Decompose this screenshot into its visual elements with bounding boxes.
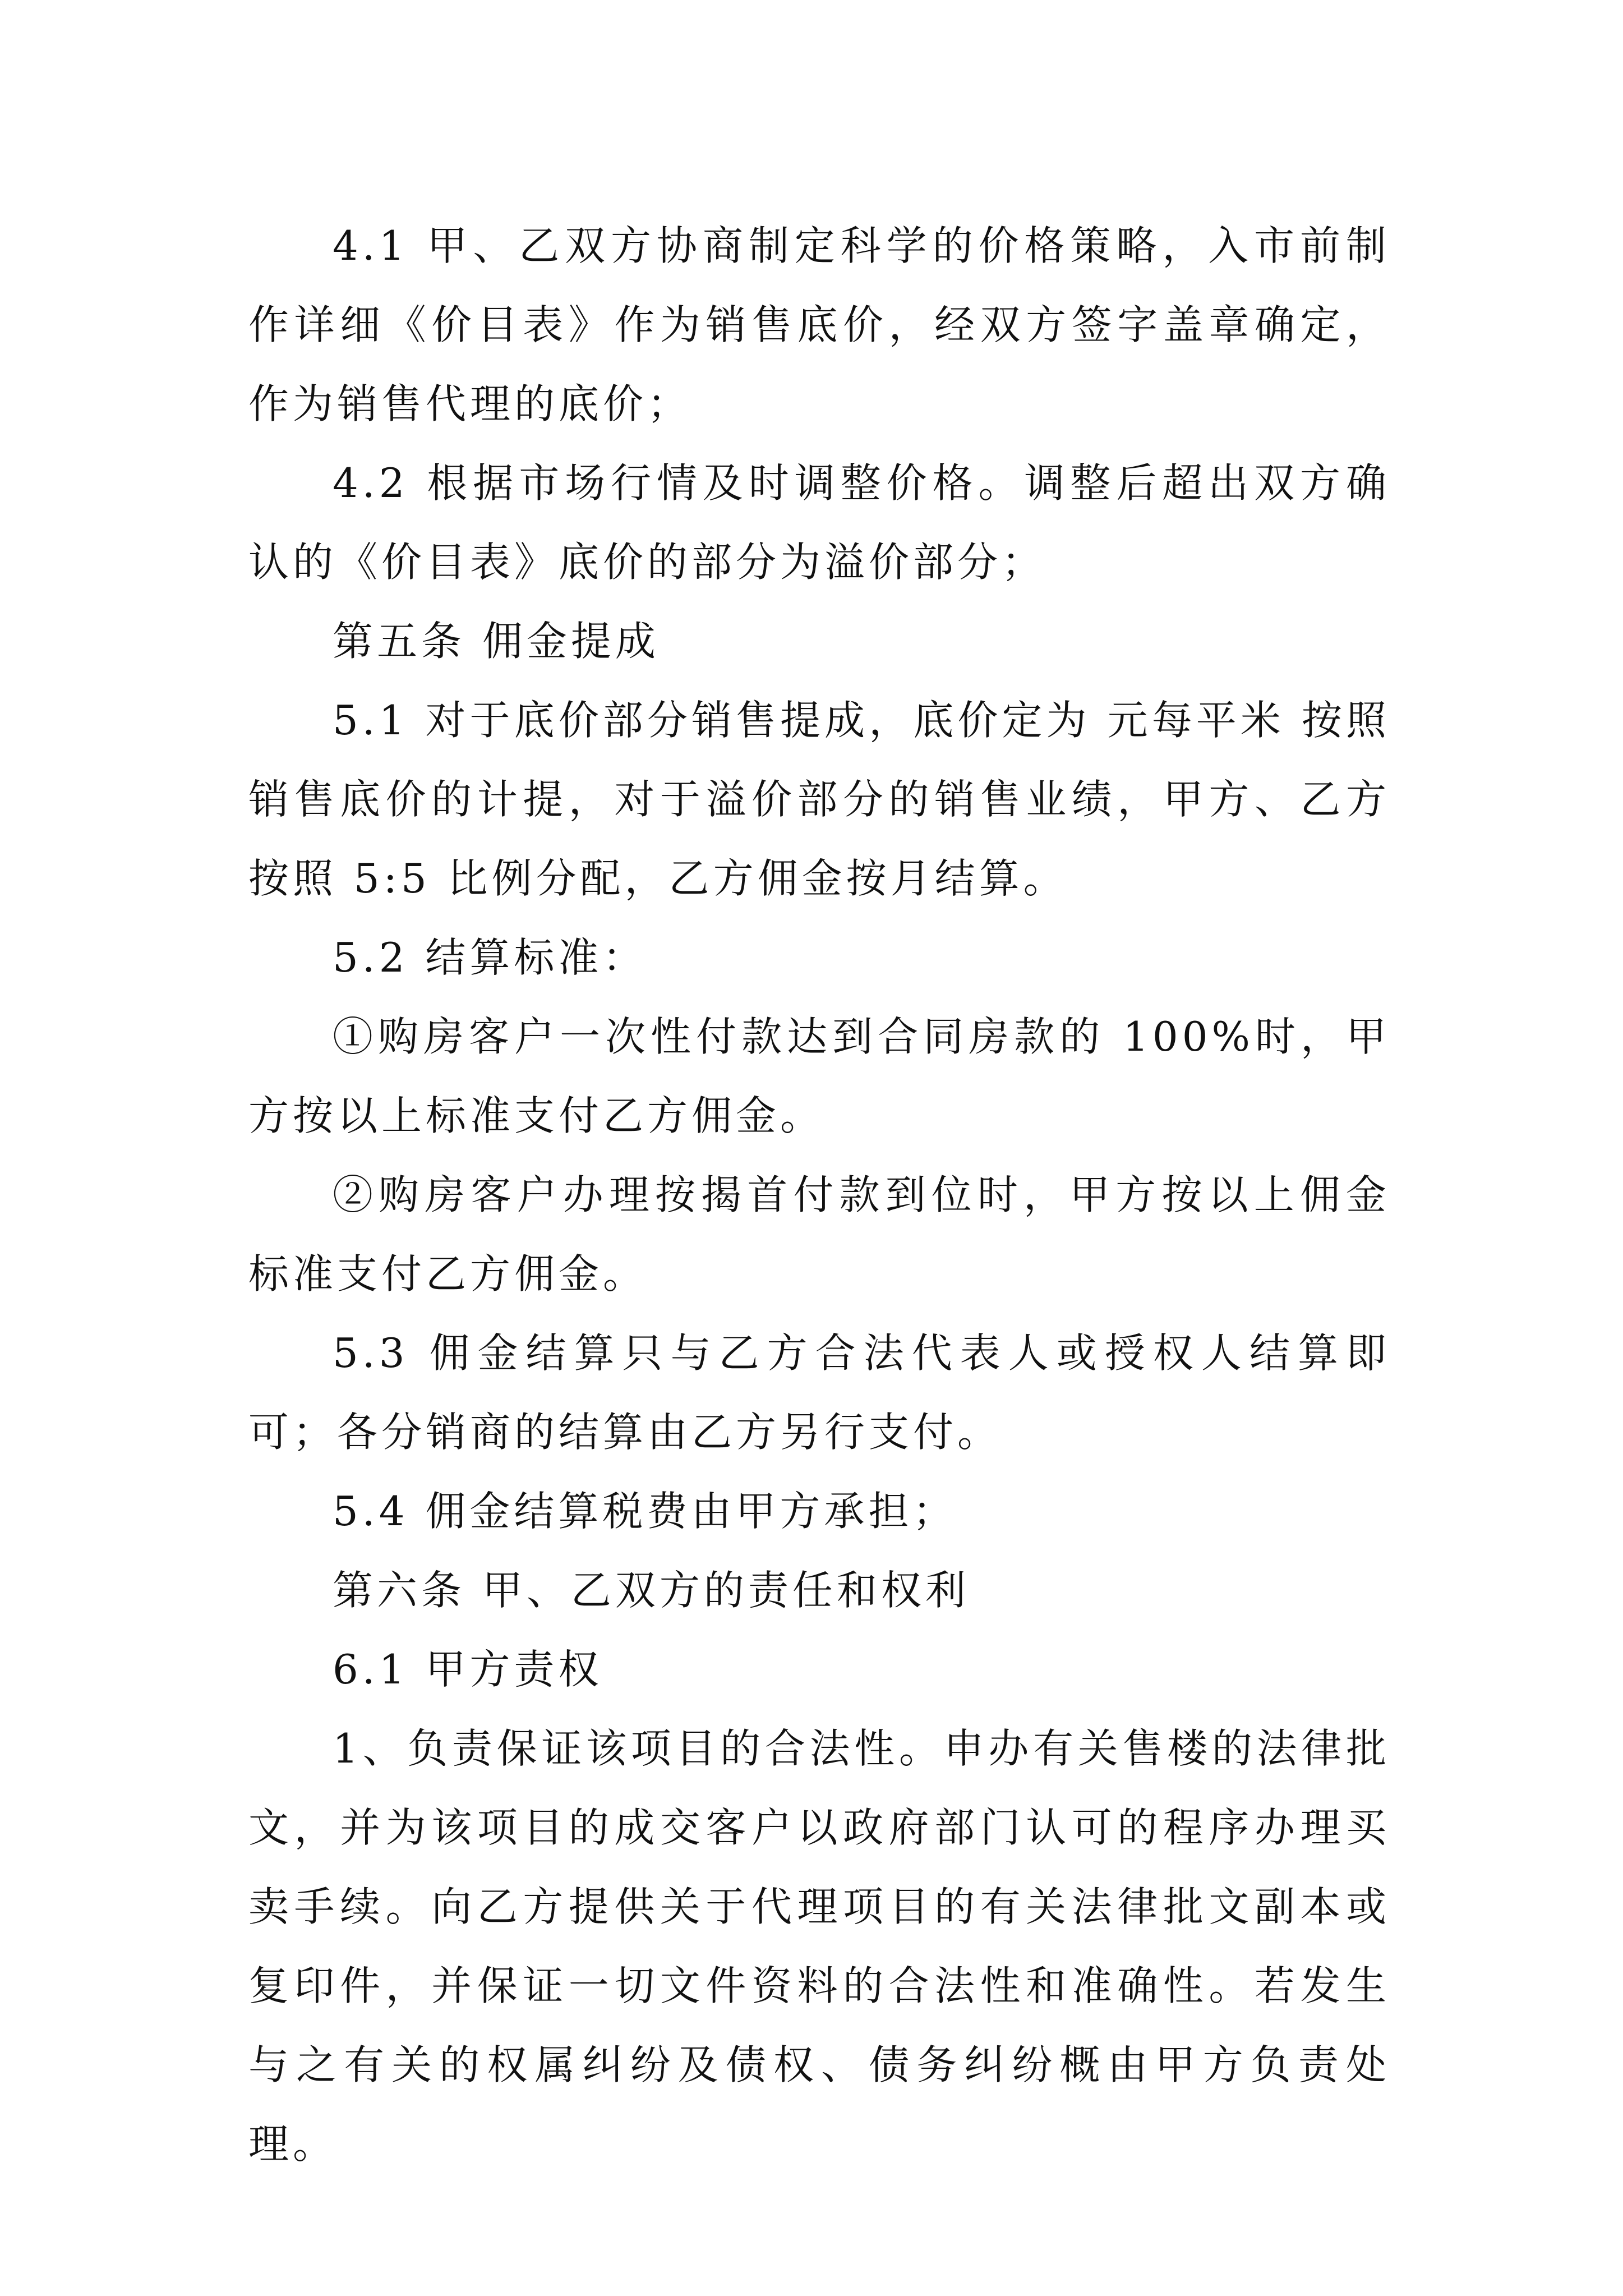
clause-5-2: 5.2 结算标准： <box>333 934 647 981</box>
clause-5-4: 5.4 佣金结算税费由甲方承担； <box>333 1488 957 1535</box>
document-body <box>248 206 1390 2184</box>
settlement-item-1: ①购房客户一次性付款达到合同房款的 100%时，甲方按以上标准支付乙方佣金。 <box>248 1013 1390 1139</box>
clause-6-1: 6.1 甲方责权 <box>333 1646 603 1693</box>
article-6-heading: 第六条 甲、乙双方的责任和权利 <box>333 1567 970 1614</box>
clause-4-2: 4.2 根据市场行情及时调整价格。调整后超出双方确认的《价目表》底价的部分为溢价部分； <box>248 459 1390 586</box>
clause-5-3: 5.3 佣金结算只与乙方合法代表人或授权人结算即可；各分销商的结算由乙方另行支付。 <box>248 1329 1390 1456</box>
settlement-item-2: ②购房客户办理按揭首付款到位时，甲方按以上佣金标准支付乙方佣金。 <box>248 1171 1390 1297</box>
party-a-duty-1: 1、负责保证该项目的合法性。申办有关售楼的法律批文，并为该项目的成交客户以政府部门认可的程序办理买卖手续。向乙方提供关于代理项目的有关法律批文副本或复印件，并保证一切文件资料的合法性和准确性。若发生与之有关的权属纠纷及债权、债务纠纷概由甲方负责处理。 <box>248 1725 1390 2168</box>
article-5-heading: 第五条 佣金提成 <box>333 618 660 665</box>
clause-4-1: 4.1 甲、乙双方协商制定科学的价格策略，入市前制作详细《价目表》作为销售底价，经双方签字盖章确定，作为销售代理的底价； <box>248 222 1390 427</box>
clause-5-1: 5.1 对于底价部分销售提成，底价定为 元每平米 按照销售底价的计提，对于溢价部分的销售业绩，甲方、乙方按照 5:5 比例分配，乙方佣金按月结算。 <box>248 697 1390 902</box>
